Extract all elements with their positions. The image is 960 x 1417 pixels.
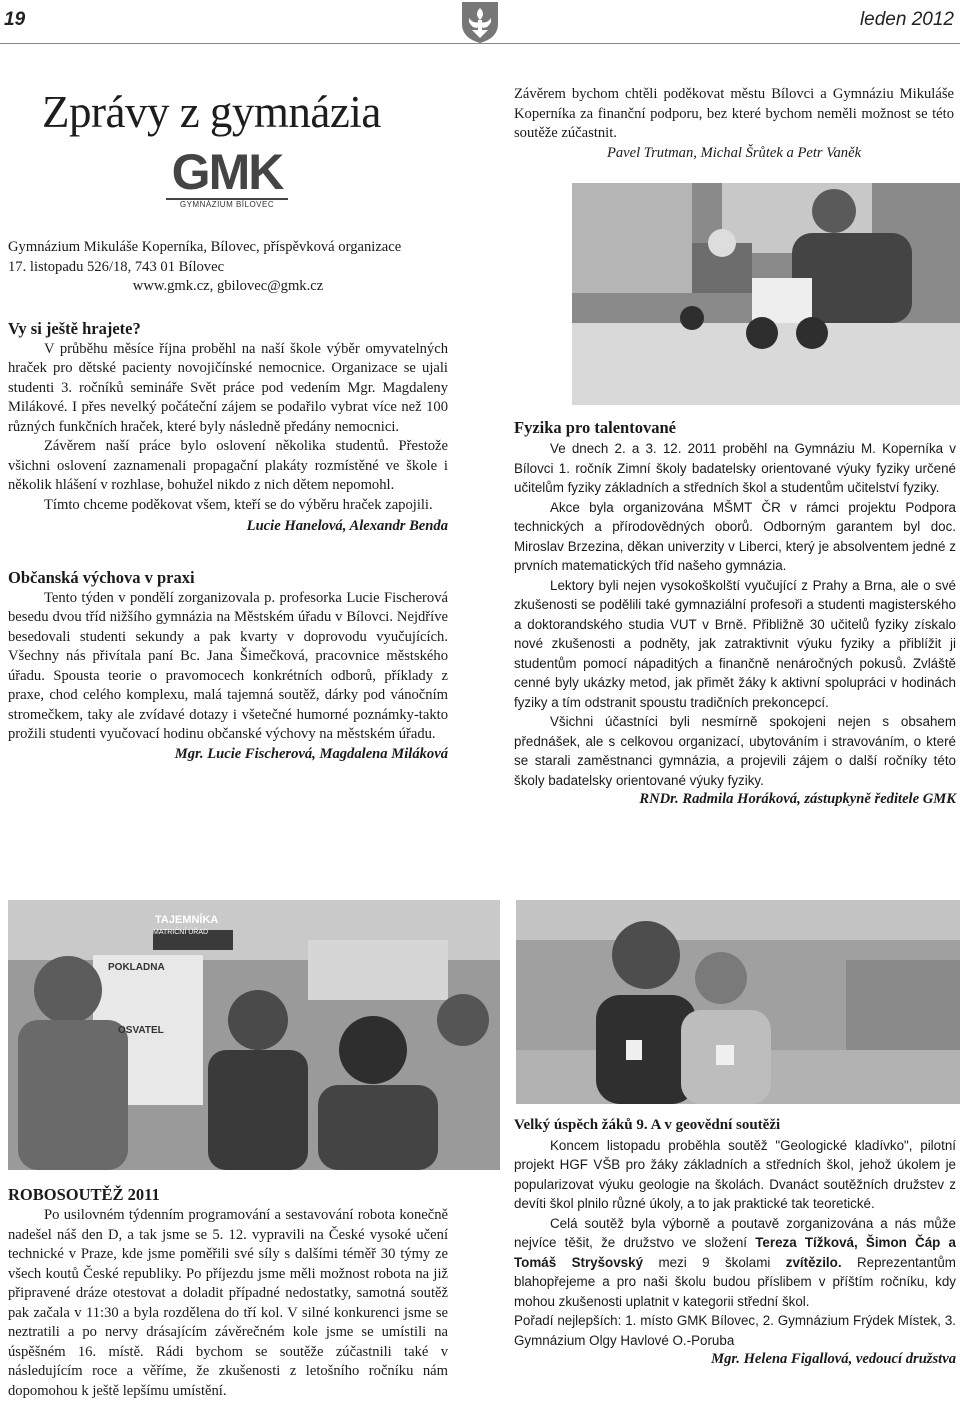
- physics-paragraph-4: Všichni účastníci byli nesmírně spokojeni nejen s obsahem přednášek, ale s celkovou organizací, ubytováním i stravováním, o které se starali zaměstnanci gymnázia, a projevili zájem o další ročníky této školy badatelsky orientované výuky fyziky.: [514, 714, 956, 788]
- geology-won: zvítězilo.: [785, 1254, 842, 1270]
- robot-photo-illustration: [572, 183, 960, 405]
- geology-article: [514, 1116, 956, 1370]
- header-rule: [0, 43, 960, 44]
- town-crest-icon: [459, 0, 501, 44]
- physics-paragraph-1: Ve dnech 2. a 3. 12. 2011 proběhl na Gymnáziu M. Koperníka v Bílovci 1. ročník Zimní školy badatelsky orientované výuky fyziky určené učitelům fyziky základních a středních škol a studentům učitelství fyziky.: [514, 441, 956, 495]
- geology-paragraph-1: Koncem listopadu proběhla soutěž "Geologické kladívko", pilotní projekt HGF VŠB pro žáky základních a středních škol, jehož úkolem je popularizovat výuku geologie na školách. Dvanáct soutěžních družstev z devíti škol plnilo různé úkoly, a to jak praktické tak teoretické.: [514, 1137, 956, 1211]
- geology-p2-end: Reprezentantům blahopřejeme a pro naši školu budou příslibem v příštím ročníku, kdy mohou zkušenosti uplatnit v kategorii střední škol.: [514, 1254, 956, 1309]
- physics-paragraph-2: Akce byla organizována MŠMT ČR v rámci projektu Podpora technických a přírodovědných oborů. Odborným garantem byl doc. Miroslav Brzezina, děkan univerzity v Liberci, který je absolventem jedné z prvních matematických tříd našeho gymnázia.: [514, 499, 956, 573]
- address-line-3: www.gmk.cz, gbilovec@gmk.cz: [132, 278, 324, 294]
- geology-p2-start: Celá soutěž byla výborně a poutavě zorganizována a nás může nejvíce těšit, že družstvo ve složení: [514, 1215, 956, 1250]
- geology-signature: Mgr. Helena Figallová, vedoucí družstva: [711, 1351, 956, 1367]
- geology-paragraph-3: Pořadí nejlepších: 1. místo GMK Bílovec, 2. Gymnázium Frýdek Místek, 3. Gymnázium Olgy Havlové O.-Poruba: [514, 1313, 956, 1348]
- robo-thanks-signature: Pavel Trutman, Michal Šrůtek a Petr Vaněk: [606, 144, 862, 161]
- robosoutez-article: [8, 1184, 448, 1401]
- town-hall-photo: [8, 900, 500, 1170]
- geology-team: Tereza Tížková, Šimon Čáp a Tomáš Stryšovský: [514, 1235, 956, 1270]
- robot-photo: [572, 183, 960, 405]
- toys-heading: Vy si ještě hrajete?: [8, 318, 141, 338]
- page-number: 19: [4, 9, 26, 30]
- students-photo-illustration: [516, 900, 960, 1104]
- students-photo: [516, 900, 960, 1104]
- robo-thanks: [514, 85, 954, 163]
- geology-heading: Velký úspěch žáků 9. A v geovědní soutěži: [514, 1117, 781, 1133]
- geology-paragraph-2: [514, 1214, 956, 1312]
- issue-date: leden 2012: [859, 9, 954, 30]
- physics-signature: RNDr. Radmila Horáková, zástupkyně ředitele GMK: [639, 791, 956, 807]
- civics-signature: Mgr. Lucie Fischerová, Magdalena Miláková: [174, 745, 448, 762]
- toys-paragraph-2: Závěrem naší práce bylo oslovení několika studentů. Přestože všichni oslovení zaznamenali propagační plakáty rozmístěné ve škole i několik hlášení v rozhlase, bohužel nikdo z nich dětem nepomohl.: [8, 438, 448, 493]
- logo-letters: GMK: [171, 144, 283, 200]
- physics-paragraph-3: Lektory byli nejen vysokoškolští vyučující z Prahy a Brna, ale o své zkušenosti se podělili také gymnaziální profesoři a studenti magisterského a doktorandského studia VUT v Brně. Přibližně 30 učitelů fyziky získalo nové zkušenosti a podněty, jak zatraktivnit výuku fyziky a přiblížit ji studentům pomocí nápaditých a finančně nenáročných pokusů. Zvláště cenné byly ukázky metod, jak přimět žáky k aktivní spolupráci v hodinách fyziky a tím odstranit spoustu tradičních prekoncepcí.: [514, 577, 956, 710]
- logo-subtitle: GYMNÁZIUM BÍLOVEC: [166, 198, 288, 209]
- physics-heading: Fyzika pro talentované: [514, 418, 676, 437]
- sign-pokladna: POKLADNA: [108, 962, 165, 973]
- civics-heading: Občanská výchova v praxi: [8, 567, 195, 587]
- toys-signature: Lucie Hanelová, Alexandr Benda: [246, 518, 448, 534]
- geology-p2-mid: mezi 9 školami: [658, 1254, 771, 1270]
- sign-osvatel: OSVATEL: [118, 1025, 164, 1036]
- left-column: [8, 238, 448, 764]
- toys-paragraph-3: Tímto chceme poděkovat všem, kteří se do výběru hraček zapojili.: [44, 496, 433, 513]
- town-hall-photo-illustration: [8, 900, 500, 1170]
- sign-tajemnika: TAJEMNÍKA: [155, 914, 219, 926]
- address-line-2: 17. listopadu 526/18, 743 01 Bílovec: [8, 258, 225, 275]
- toys-paragraph-1: V průběhu měsíce října proběhl na naší škole výběr omyvatelných hraček pro dětské pacienty novojičínské nemocnice. Organizace se ujali studenti 3. ročníků semináře Svět práce pod vedením Mgr. Magdaleny Milákové. I přes nevelký počáteční zájem se podařilo vybrat více než 100 různých funkčních hraček, které byly následně předány nemocnici.: [8, 340, 448, 435]
- robosoutez-heading: ROBOSOUTĚŽ 2011: [8, 1185, 160, 1204]
- sign-matricni: MATRIČNÍ ÚŘAD: [153, 929, 209, 936]
- physics-article: [514, 417, 956, 810]
- robo-thanks-text: Závěrem bychom chtěli poděkovat městu Bílovci a Gymnáziu Mikuláše Koperníka za finanční podporu, bez které bychom neměli možnost se této soutěže zúčastnit.: [514, 86, 954, 141]
- civics-paragraph-1: Tento týden v pondělí zorganizovala p. profesorka Lucie Fischerová besedu dvou tříd nižšího gymnázia na Městském úřadu v Bílovci. Nejdříve besedovali studenti sekundy a pak kvarty v doprovodu vyučujících. Všechny nás přivítala paní Bc. Jana Šimečková, pracovnice městského úřadu. Spousta teorie o pravomocech konkrétních odborů, příklady z praxe, chod celého komplexu, malá tajemná soutěž, dárky pod vánočním stromečkem, taky ale zvídavé dotazy i všetečné humorné poznámky-takto prožili studenti vyučovací hodinu občanské výchovy na městském úřadu.: [8, 589, 448, 742]
- address-line-1: Gymnázium Mikuláše Koperníka, Bílovec, příspěvková organizace: [8, 239, 402, 255]
- page-title: Zprávy z gymnázia: [42, 87, 381, 137]
- robosoutez-paragraph-1: Po usilovném týdenním programování a sestavování robota konečně nadešel náš den D, a tak jsme se 5. 12. vypravili na České vysoké učení technické v Praze, kde jsme poměřili své síly s dalšími téměř 30 týmy ze všech koutů České republiky. Po příjezdu jsme měli možnost robota na již připravené dráze otestovat a doladit případné nedostatky, samotná soutěž pak začala v 11:30 a byla rozdělena do tří kol. V silné konkurenci jsme se neztratili a po nervy drásajícím závěrečném kole jsme se umístili na úspěšném 16. místě. Rádi bychom se soutěže zúčastnili také v následujícím roce a věříme, že zkušenosti z letošního ročníku nám dopomohou k ještě lepšímu umístění.: [8, 1207, 448, 1399]
- gmk-logo: [166, 146, 288, 210]
